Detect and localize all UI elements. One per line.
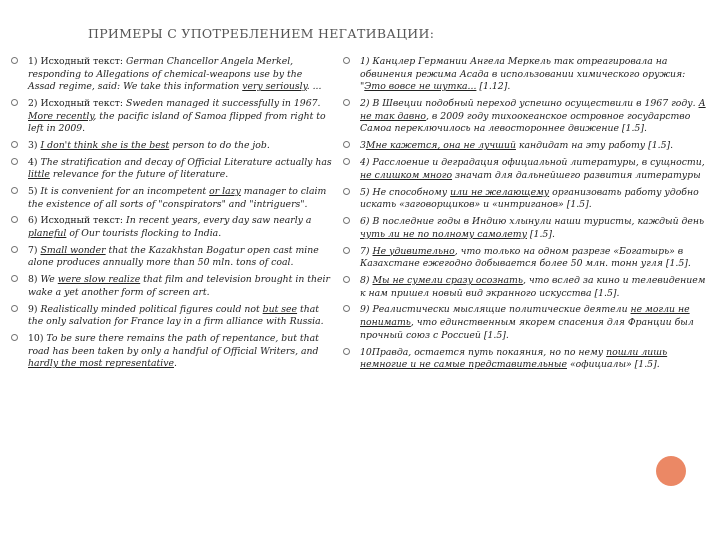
bullet-icon <box>11 334 18 341</box>
translation-item <box>342 56 712 94</box>
example-label: 2) Исходный текст: <box>28 97 124 109</box>
bullet-icon <box>343 305 350 312</box>
negation-phrase: More recently <box>28 110 94 122</box>
bullet-icon <box>11 158 18 165</box>
translation-text-tail: , в 2009 году тихоокеанское островное государство Самоа переключилось на левостороннее движение [1.5]. <box>360 110 691 135</box>
translation-text-tail: организовать работу удобно искать «заговорщиков» и «интриганов» [1.5]. <box>360 186 699 211</box>
english-examples-column <box>10 56 332 375</box>
translation-text-tail: [1.5]. <box>526 228 555 240</box>
bullet-icon <box>343 217 350 224</box>
example-text: Realistically minded political figures could not <box>37 303 263 315</box>
example-text-tail: that film and television brought in their wake a yet another form of screen art. <box>28 274 330 298</box>
example-text: German Chancellor Angela Merkel, responding to Allegations of chemical-weapons use by the Assad regime, said: We take this information <box>28 56 303 93</box>
negation-phrase: Мне кажется, она не лучший <box>365 140 516 152</box>
example-text: It is convenient for an incompetent <box>37 186 210 198</box>
example-label: 9) <box>28 303 38 315</box>
bullet-icon <box>11 246 18 253</box>
bullet-icon <box>11 305 18 312</box>
negation-phrase: but see <box>262 303 298 315</box>
russian-translations-column <box>342 56 712 376</box>
bullet-icon <box>11 141 18 148</box>
translation-text: 6) В последние годы в Индию хлынули наши туристы, каждый день <box>360 216 705 228</box>
bullet-icon <box>11 275 18 282</box>
example-text-tail: relevance for the future of literature. <box>49 169 229 181</box>
example-item <box>10 186 332 211</box>
example-item <box>10 304 332 329</box>
negation-phrase: hardly the most representative <box>28 358 175 370</box>
negation-phrase: чуть ли не по полному самолету <box>360 228 527 240</box>
bullet-icon <box>11 216 18 223</box>
example-text: The stratification and decay of Official Literature actually has <box>37 156 332 168</box>
example-text: Sweden managed it successfully in 1967. <box>123 97 321 109</box>
example-text-tail: . <box>174 358 177 370</box>
bullet-icon <box>343 99 350 106</box>
translation-item <box>342 216 712 241</box>
translation-text: 3 <box>360 140 366 152</box>
bullet-icon <box>11 57 18 64</box>
example-item <box>10 56 332 94</box>
translation-item <box>342 275 712 300</box>
example-text-tail: that the Kazakhstan Bogatur open cast mine alone produces annually more than 50 mln. tons of coal. <box>28 244 319 269</box>
example-item <box>10 274 332 299</box>
example-text: In recent years, every day saw nearly a <box>123 215 312 227</box>
example-item <box>10 215 332 240</box>
negation-phrase: or lazy <box>209 186 241 198</box>
example-label: 5) <box>28 186 38 198</box>
translation-text: 2) В Швеции подобный переход успешно осуществили в 1967 году. <box>360 98 699 110</box>
translation-text: 5) Не способному <box>360 186 451 198</box>
translation-text: 10Правда, остается путь покаяния, но по нему <box>360 346 607 358</box>
translation-item <box>342 98 712 136</box>
translation-text: 1) Канцлер Германии Ангела Меркель так отреагировала на обвинения режима Асада в использовании химического оружия: " <box>360 56 686 93</box>
example-item <box>10 140 332 153</box>
translation-item <box>342 246 712 271</box>
translation-item <box>342 157 712 182</box>
negation-phrase: пошли лишь немногие и не самые представительные <box>360 346 668 371</box>
translation-text-tail: кандидат на эту работу [1.5]. <box>515 140 674 152</box>
example-item <box>10 333 332 371</box>
bullet-icon <box>343 158 350 165</box>
translation-item <box>342 187 712 212</box>
example-label: 8) <box>28 274 38 286</box>
translation-text-tail: , что единственным якорем спасения для Франции был прочный союз с Россией [1.5]. <box>360 317 694 341</box>
negation-phrase: Это вовсе не шутка... <box>364 81 477 93</box>
translation-item <box>342 347 712 372</box>
translation-text-tail: значат для дальнейшего развития литературы <box>452 169 701 181</box>
example-text-tail: person to do the job. <box>169 139 270 151</box>
bullet-icon <box>343 141 350 148</box>
negation-phrase: Small wonder <box>40 244 106 256</box>
bullet-icon <box>343 247 350 254</box>
example-item <box>10 98 332 136</box>
example-label: 4) <box>28 156 38 168</box>
example-text-tail: of Our tourists flocking to India. <box>66 228 222 240</box>
negation-phrase: Не удивительно <box>372 245 455 257</box>
example-item <box>10 157 332 182</box>
example-label: 1) Исходный текст: <box>28 56 124 67</box>
negation-phrase: не могли не понимать <box>360 304 690 329</box>
translation-item <box>342 140 712 153</box>
example-label: 10) <box>28 332 44 344</box>
example-text-tail: . ... <box>306 81 322 93</box>
example-text-tail: manager to claim the existence of all sorts of "conspirators" and "intriguers". <box>28 186 327 210</box>
example-text: We <box>37 274 58 286</box>
bullet-icon <box>343 57 350 64</box>
negation-phrase: I don't think she is the best <box>40 139 170 151</box>
negation-phrase: Мы не сумели сразу осознать <box>372 274 523 286</box>
example-label: 7) <box>28 244 38 256</box>
bullet-icon <box>11 187 18 194</box>
negation-phrase: very seriously <box>242 81 307 93</box>
bullet-icon <box>343 188 350 195</box>
negation-phrase: planeful <box>28 228 67 240</box>
example-text: To be sure there remains the path of repentance, but that road has been taken by only a handful of Official Writers, and <box>28 332 319 357</box>
translation-text: 9) Реалистически мыслящие политические деятели <box>360 304 631 316</box>
negation-phrase: А не так давно <box>360 98 706 122</box>
bullet-icon <box>343 348 350 355</box>
translation-text: 7) <box>360 245 373 257</box>
negation-phrase: little <box>28 169 50 181</box>
decorative-circle <box>656 456 686 486</box>
example-text-tail: that the only salvation for France lay in a firm alliance with Russia. <box>28 303 324 328</box>
english-examples-list <box>10 56 332 371</box>
negation-phrase: не слишком много <box>360 169 453 181</box>
negation-phrase: were slow realize <box>57 274 141 286</box>
bullet-icon <box>343 276 350 283</box>
slide-title: ПРИМЕРЫ С УПОТРЕБЛЕНИЕМ НЕГАТИВАЦИИ: <box>88 26 435 41</box>
example-label: 3) <box>28 139 38 151</box>
negation-phrase: или не желающему <box>450 186 550 198</box>
bullet-icon <box>11 99 18 106</box>
translation-text-tail: , что только на одном разрезе «Богатырь» в Казахстане ежегодно добывается более 50 млн. тонн угля [1.5]. <box>360 245 691 270</box>
example-label: 6) Исходный текст: <box>28 215 124 227</box>
translation-text-tail: , что вслед за кино и телевидением к нам пришел новый вид экранного искусства [1.5]. <box>360 274 706 299</box>
translation-text-tail: «официалы» [1.5]. <box>567 359 660 371</box>
translation-text: 8) <box>360 274 373 286</box>
translation-item <box>342 304 712 342</box>
russian-translations-list <box>342 56 712 372</box>
example-text-tail: , the pacific island of Samoa flipped from right to left in 2009. <box>28 110 326 135</box>
translation-text: 4) Расслоение и деградация официальной литературы, в сущности, <box>360 157 705 169</box>
example-item <box>10 245 332 270</box>
translation-text-tail: [1.12]. <box>476 81 511 93</box>
